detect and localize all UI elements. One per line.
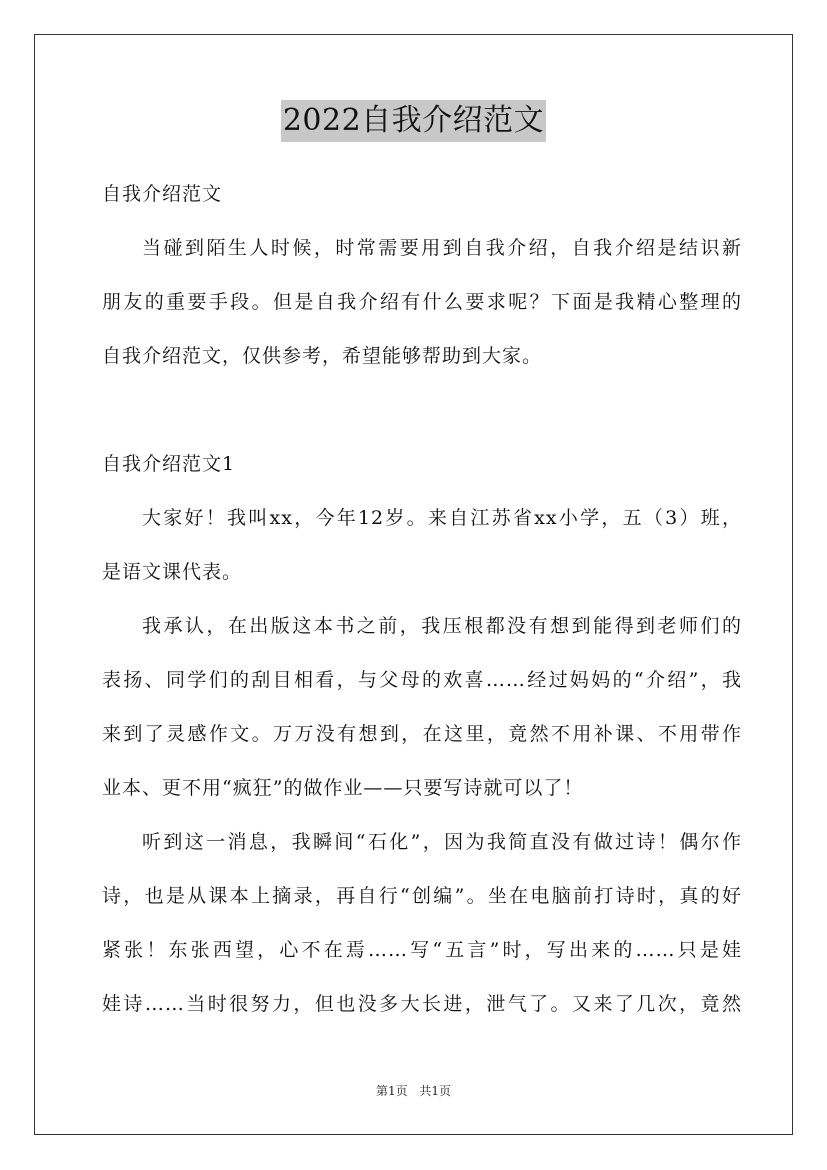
paragraph-line: 当碰到陌生人时候，时常需要用到自我介绍，自我介绍是结识新 (142, 237, 742, 259)
paragraph-line: 朋友的重要手段。但是自我介绍有什么要求呢？下面是我精心整理的 (102, 291, 742, 313)
paragraph-line: 大家好！我叫xx，今年12岁。来自江苏省xx小学，五（3）班， (142, 507, 742, 529)
title-wrap (0, 100, 827, 142)
paragraph-line: 表扬、同学们的刮目相看，与父母的欢喜……经过妈妈的“介绍”，我 (102, 669, 742, 691)
page-number: 第1页 (375, 1084, 408, 1098)
paragraph-line: 业本、更不用“疯狂”的做作业——只要写诗就可以了！ (102, 777, 584, 799)
blank-line (102, 383, 742, 437)
paragraph-line: 娃诗……当时很努力，但也没多大长进，泄气了。又来了几次，竟然 (102, 993, 742, 1015)
document-body (102, 167, 742, 1031)
paragraph-line: 自我介绍范文，仅供参考，希望能够帮助到大家。 (102, 345, 543, 367)
section-heading: 自我介绍范文1 (102, 453, 236, 475)
paragraph-line: 是语文课代表。 (102, 561, 243, 583)
paragraph-line: 诗，也是从课本上摘录，再自行“创编”。坐在电脑前打诗时，真的好 (102, 885, 742, 907)
section-heading: 自我介绍范文 (102, 183, 223, 205)
document-title: 2022自我介绍范文 (281, 100, 546, 142)
page-footer (0, 1082, 827, 1100)
paragraph-line: 来到了灵感作文。万万没有想到，在这里，竟然不用补课、不用带作 (102, 723, 742, 745)
page-total: 共1页 (419, 1084, 452, 1098)
paragraph-line: 听到这一消息，我瞬间“石化”，因为我简直没有做过诗！偶尔作 (142, 831, 742, 853)
paragraph-line: 紧张！东张西望，心不在焉……写“五言”时，写出来的……只是娃 (102, 939, 742, 961)
paragraph-line: 我承认，在出版这本书之前，我压根都没有想到能得到老师们的 (142, 615, 742, 637)
